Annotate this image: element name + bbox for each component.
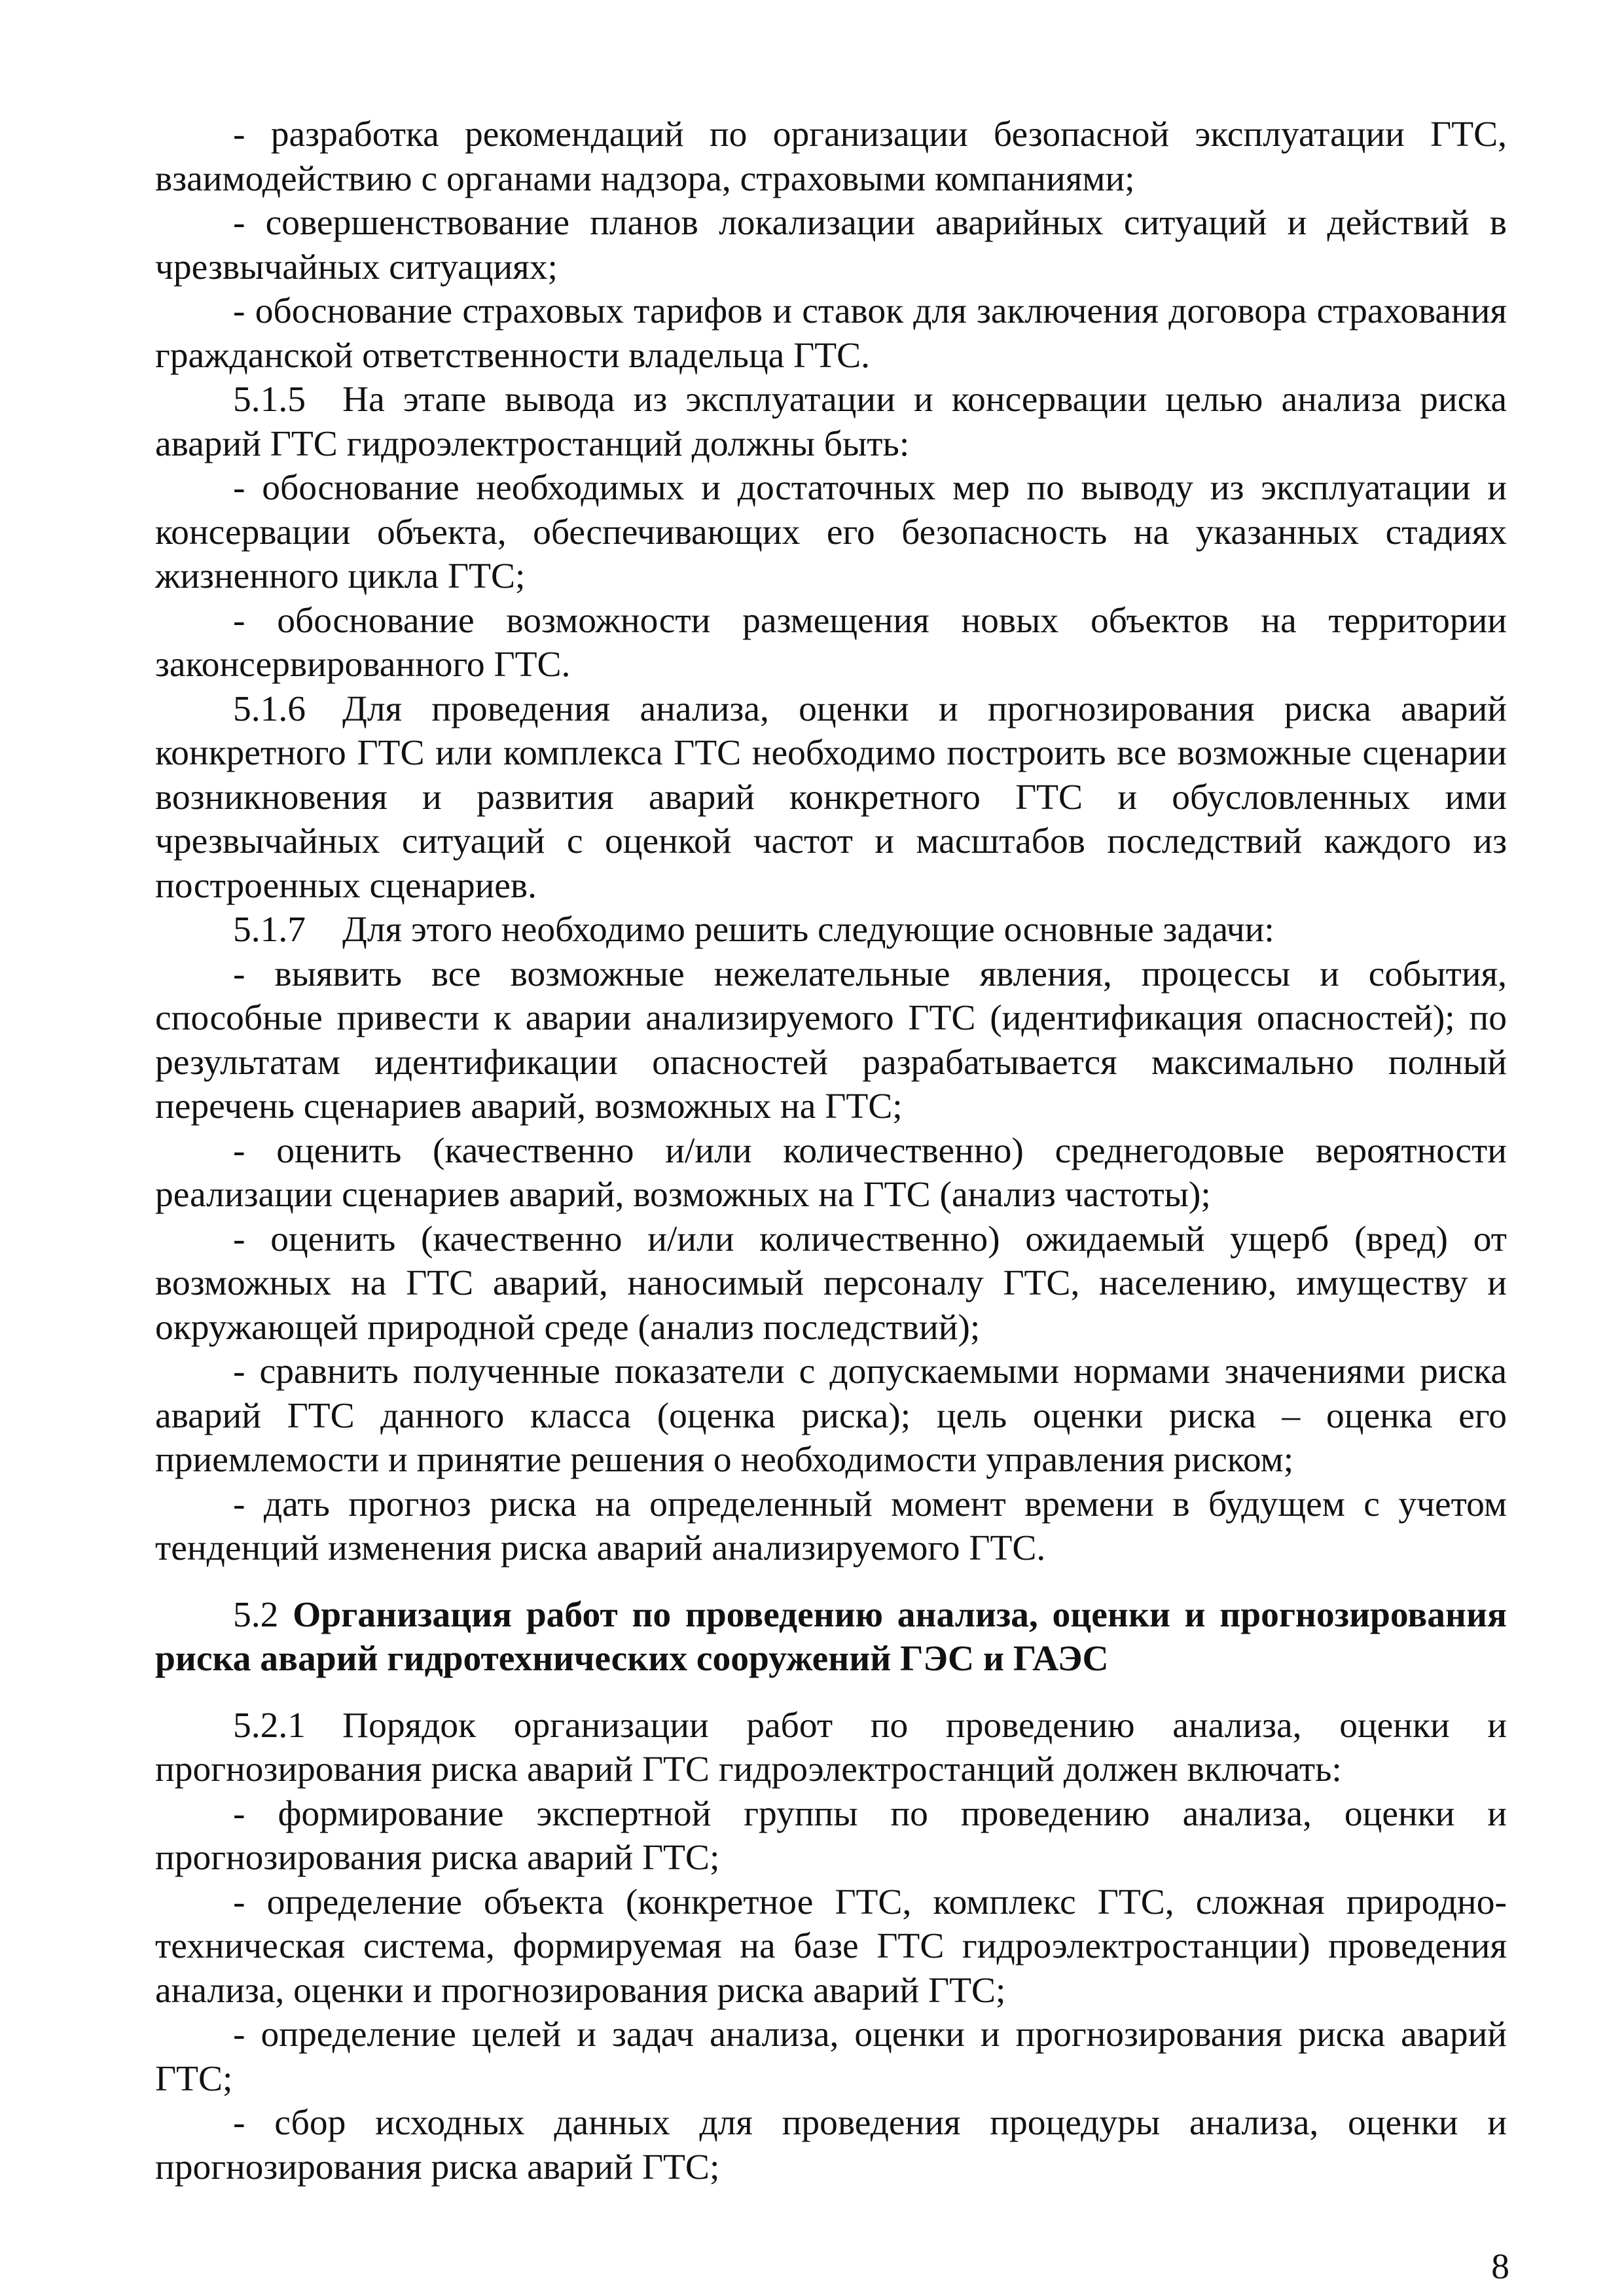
section-number: 5.2	[233, 1594, 279, 1635]
list-item: - обоснование необходимых и достаточных мер по выводу из эксплуатации и консервации объекта, обеспечивающих его безопасность на указанных стадиях жизненного цикла ГТС;	[155, 468, 1507, 596]
clause-number: 5.1.6	[233, 689, 306, 729]
clause-5-1-6	[155, 687, 1507, 908]
list-item: - оценить (качественно и/или количественно) среднегодовые вероятности реализации сценариев аварий, возможных на ГТС (анализ частоты);	[155, 1130, 1507, 1215]
page-content	[155, 113, 1507, 2189]
list-item: - сравнить полученные показатели с допускаемыми нормами значениями риска аварий ГТС данного класса (оценка риска); цель оценки риска – оценка его приемлемости и принятие решения о необходимости управления риском;	[155, 1352, 1507, 1480]
list-item: - обоснование возможности размещения новых объектов на территории законсервированного ГТС.	[155, 600, 1507, 685]
list-item: - совершенствование планов локализации аварийных ситуаций и действий в чрезвычайных ситуациях;	[155, 203, 1507, 287]
clause-number: 5.1.7	[233, 910, 306, 950]
section-heading-5-2	[155, 1593, 1507, 1681]
section-title: Организация работ по проведению анализа, оценки и прогнозирования риска аварий гидротехнических сооружений ГЭС и ГАЭС	[155, 1594, 1507, 1679]
clause-text: Порядок организации работ по проведению анализа, оценки и прогнозирования риска аварий ГТС гидроэлектростанций должен включать:	[155, 1705, 1507, 1789]
list-item: - определение целей и задач анализа, оценки и прогнозирования риска аварий ГТС;	[155, 2015, 1507, 2099]
clause-text: Для этого необходимо решить следующие основные задачи:	[342, 910, 1274, 950]
clause-5-2-1	[155, 1704, 1507, 1792]
list-item: - сбор исходных данных для проведения процедуры анализа, оценки и прогнозирования риска аварий ГТС;	[155, 2103, 1507, 2187]
list-item: - оценить (качественно и/или количественно) ожидаемый ущерб (вред) от возможных на ГТС аварий, наносимый персоналу ГТС, населению, имуществу и окружающей природной среде (анализ последствий);	[155, 1219, 1507, 1348]
clause-5-1-5	[155, 378, 1507, 466]
list-item: - определение объекта (конкретное ГТС, комплекс ГТС, сложная природно-техническая система, формируемая на базе ГТС гидроэлектростанции) проведения анализа, оценки и прогнозирования риска аварий ГТС;	[155, 1882, 1507, 2011]
clause-number: 5.1.5	[233, 380, 306, 420]
list-item: - разработка рекомендаций по организации безопасной эксплуатации ГТС, взаимодействию с органами надзора, страховыми компаниями;	[155, 115, 1507, 199]
list-item: - дать прогноз риска на определенный момент времени в будущем с учетом тенденций изменения риска аварий анализируемого ГТС.	[155, 1484, 1507, 1568]
clause-5-1-7	[155, 908, 1507, 952]
list-item: - выявить все возможные нежелательные явления, процессы и события, способные привести к аварии анализируемого ГТС (идентификация опасностей); по результатам идентификации опасностей разрабатывается максимально полный перечень сценариев аварий, возможных на ГТС;	[155, 954, 1507, 1126]
list-item: - обоснование страховых тарифов и ставок для заключения договора страхования гражданской ответственности владельца ГТС.	[155, 291, 1507, 376]
page-number: 8	[1491, 2247, 1509, 2287]
clause-number: 5.2.1	[233, 1705, 306, 1746]
clause-text: Для проведения анализа, оценки и прогнозирования риска аварий конкретного ГТС или комплекса ГТС необходимо построить все возможные сценарии возникновения и развития аварий конкретного ГТС и обусловленных ими чрезвычайных ситуаций с оценкой частот и масштабов последствий каждого из построенных сценариев.	[155, 689, 1507, 906]
list-item: - формирование экспертной группы по проведению анализа, оценки и прогнозирования риска аварий ГТС;	[155, 1793, 1507, 1878]
clause-text: На этапе вывода из эксплуатации и консервации целью анализа риска аварий ГТС гидроэлектростанций должны быть:	[155, 380, 1507, 464]
